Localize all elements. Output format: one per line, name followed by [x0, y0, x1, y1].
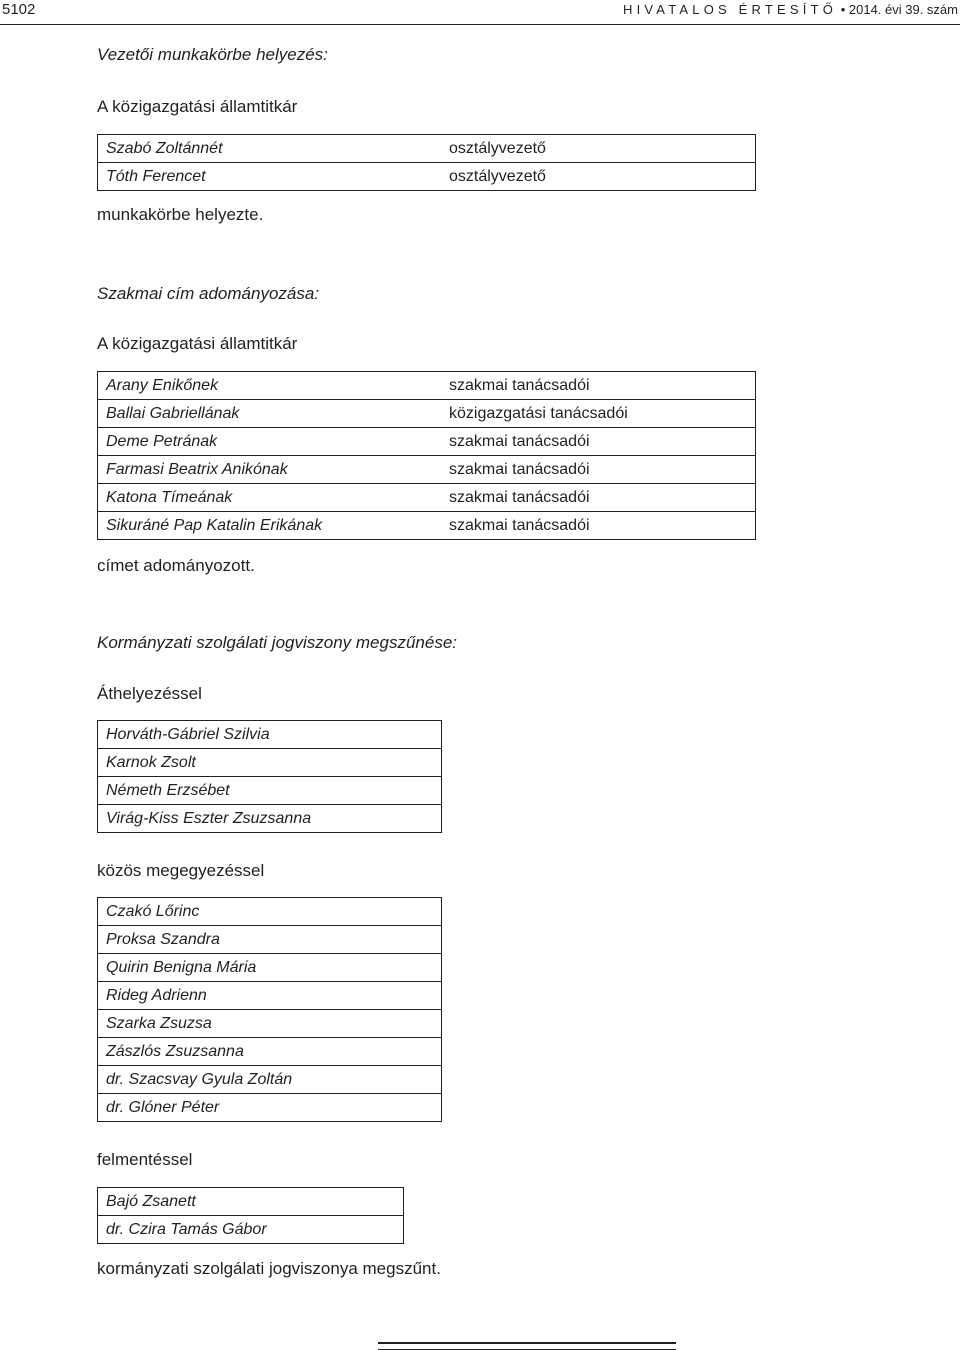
table-row	[98, 982, 442, 1010]
role-cell: szakmai tanácsadói	[441, 456, 756, 484]
person-name: Németh Erzsébet	[98, 777, 442, 805]
table-row	[98, 372, 756, 400]
professional-title-table	[97, 371, 756, 540]
table-row	[98, 512, 756, 540]
person-name: Zászlós Zsuzsanna	[98, 1038, 442, 1066]
running-head	[623, 0, 958, 20]
table-row	[98, 400, 756, 428]
role-cell: szakmai tanácsadói	[441, 512, 756, 540]
person-name: Quirin Benigna Mária	[98, 954, 442, 982]
termination-mutual-label: közös megegyezéssel	[97, 861, 265, 880]
person-name: Katona Tímeának	[98, 484, 442, 512]
professional-title-outro: címet adományozott.	[97, 556, 255, 575]
role-cell: szakmai tanácsadói	[441, 484, 756, 512]
person-name: Karnok Zsolt	[98, 749, 442, 777]
person-name: Arany Enikőnek	[98, 372, 442, 400]
person-name: Rideg Adrienn	[98, 982, 442, 1010]
termination-dismissal-table	[97, 1187, 404, 1244]
table-row	[98, 163, 756, 191]
termination-outro: kormányzati szolgálati jogviszonya megszűnt.	[97, 1259, 441, 1278]
person-name: Szarka Zsuzsa	[98, 1010, 442, 1038]
table-row	[98, 749, 442, 777]
appointment-intro: A közigazgatási államtitkár	[97, 97, 298, 116]
table-row	[98, 1188, 404, 1216]
professional-title-intro: A közigazgatási államtitkár	[97, 334, 298, 353]
table-row	[98, 484, 756, 512]
person-name: Proksa Szandra	[98, 926, 442, 954]
table-row	[98, 777, 442, 805]
section-title-termination: Kormányzati szolgálati jogviszony megszűnése:	[97, 633, 458, 652]
person-name: Virág-Kiss Eszter Zsuzsanna	[98, 805, 442, 833]
table-row	[98, 1066, 442, 1094]
termination-transfer-label: Áthelyezéssel	[97, 684, 202, 703]
person-name: Horváth-Gábriel Szilvia	[98, 721, 442, 749]
table-row	[98, 428, 756, 456]
role-cell: szakmai tanácsadói	[441, 372, 756, 400]
person-name: Bajó Zsanett	[98, 1188, 404, 1216]
person-name: dr. Czira Tamás Gábor	[98, 1216, 404, 1244]
person-name: Sikuráné Pap Katalin Erikának	[98, 512, 442, 540]
table-row	[98, 926, 442, 954]
table-row	[98, 1216, 404, 1244]
issue-label: 2014. évi 39. szám	[848, 2, 958, 17]
table-row	[98, 1010, 442, 1038]
publication-title: HIVATALOS ÉRTESÍTŐ	[623, 2, 838, 17]
person-name: Ballai Gabriellának	[98, 400, 442, 428]
table-row	[98, 456, 756, 484]
person-name: Czakó Lőrinc	[98, 898, 442, 926]
termination-transfer-table	[97, 720, 442, 833]
role-cell: szakmai tanácsadói	[441, 428, 756, 456]
appointment-outro: munkakörbe helyezte.	[97, 205, 264, 224]
person-name: dr. Glóner Péter	[98, 1094, 442, 1122]
table-row	[98, 135, 756, 163]
appointment-table	[97, 134, 756, 191]
role-cell: osztályvezető	[441, 163, 756, 191]
table-row	[98, 1038, 442, 1066]
person-name: Deme Petrának	[98, 428, 442, 456]
role-cell: osztályvezető	[441, 135, 756, 163]
page-header	[0, 0, 960, 26]
page-number: 5102	[2, 1, 36, 18]
table-row	[98, 721, 442, 749]
person-name: Szabó Zoltánnét	[98, 135, 442, 163]
header-rule	[0, 24, 960, 25]
table-row	[98, 898, 442, 926]
table-row	[98, 1094, 442, 1122]
person-name: Tóth Ferencet	[98, 163, 442, 191]
person-name: Farmasi Beatrix Anikónak	[98, 456, 442, 484]
table-row	[98, 954, 442, 982]
table-row	[98, 805, 442, 833]
termination-mutual-table	[97, 897, 442, 1122]
section-title-professional-title: Szakmai cím adományozása:	[97, 284, 320, 303]
section-title-appointment: Vezetői munkakörbe helyezés:	[97, 45, 328, 64]
header-bullet: •	[840, 2, 846, 17]
termination-dismissal-label: felmentéssel	[97, 1150, 193, 1169]
person-name: dr. Szacsvay Gyula Zoltán	[98, 1066, 442, 1094]
role-cell: közigazgatási tanácsadói	[441, 400, 756, 428]
